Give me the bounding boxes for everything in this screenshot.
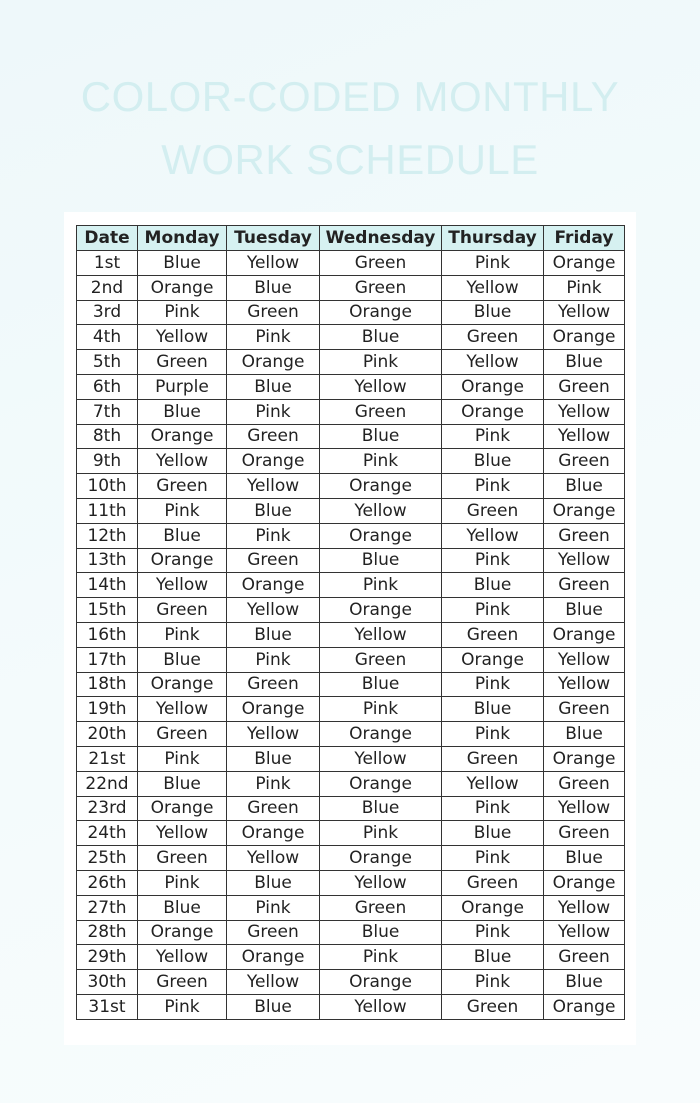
color-cell: Blue	[442, 300, 544, 325]
date-cell: 28th	[77, 920, 138, 945]
table-row	[77, 771, 625, 796]
table-row	[77, 697, 625, 722]
color-cell: Yellow	[442, 350, 544, 375]
color-cell: Pink	[227, 523, 320, 548]
date-cell: 5th	[77, 350, 138, 375]
color-cell: Green	[544, 573, 625, 598]
table-row	[77, 573, 625, 598]
color-cell: Orange	[138, 672, 227, 697]
date-cell: 23rd	[77, 796, 138, 821]
table-row	[77, 846, 625, 871]
color-cell: Pink	[442, 424, 544, 449]
table-row	[77, 920, 625, 945]
date-cell: 25th	[77, 846, 138, 871]
color-cell: Green	[544, 697, 625, 722]
date-cell: 30th	[77, 970, 138, 995]
color-cell: Orange	[227, 573, 320, 598]
table-row	[77, 523, 625, 548]
color-cell: Yellow	[138, 449, 227, 474]
color-cell: Yellow	[227, 846, 320, 871]
date-cell: 12th	[77, 523, 138, 548]
color-cell: Pink	[320, 821, 442, 846]
table-row	[77, 870, 625, 895]
color-cell: Blue	[227, 275, 320, 300]
color-cell: Blue	[320, 672, 442, 697]
color-cell: Orange	[227, 821, 320, 846]
color-cell: Yellow	[544, 424, 625, 449]
color-cell: Orange	[442, 647, 544, 672]
date-cell: 19th	[77, 697, 138, 722]
date-cell: 1st	[77, 251, 138, 276]
color-cell: Green	[544, 523, 625, 548]
color-cell: Yellow	[442, 771, 544, 796]
date-cell: 7th	[77, 399, 138, 424]
color-cell: Yellow	[227, 722, 320, 747]
color-cell: Blue	[442, 449, 544, 474]
column-header-monday: Monday	[138, 226, 227, 251]
color-cell: Pink	[320, 449, 442, 474]
color-cell: Blue	[320, 920, 442, 945]
column-header-date: Date	[77, 226, 138, 251]
color-cell: Pink	[138, 300, 227, 325]
color-cell: Orange	[320, 598, 442, 623]
color-cell: Pink	[442, 846, 544, 871]
color-cell: Yellow	[138, 821, 227, 846]
color-cell: Blue	[320, 548, 442, 573]
date-cell: 21st	[77, 746, 138, 771]
color-cell: Pink	[138, 870, 227, 895]
color-cell: Pink	[442, 920, 544, 945]
date-cell: 27th	[77, 895, 138, 920]
color-cell: Green	[544, 374, 625, 399]
table-row	[77, 647, 625, 672]
table-row	[77, 672, 625, 697]
date-cell: 8th	[77, 424, 138, 449]
color-cell: Orange	[544, 870, 625, 895]
color-cell: Pink	[442, 598, 544, 623]
color-cell: Pink	[442, 970, 544, 995]
color-cell: Pink	[138, 622, 227, 647]
color-cell: Yellow	[138, 573, 227, 598]
color-cell: Orange	[442, 399, 544, 424]
column-header-friday: Friday	[544, 226, 625, 251]
color-cell: Orange	[227, 449, 320, 474]
color-cell: Blue	[138, 771, 227, 796]
date-cell: 20th	[77, 722, 138, 747]
color-cell: Pink	[442, 474, 544, 499]
table-row	[77, 251, 625, 276]
table-row	[77, 796, 625, 821]
color-cell: Blue	[227, 374, 320, 399]
color-cell: Yellow	[320, 498, 442, 523]
color-cell: Green	[138, 350, 227, 375]
color-cell: Yellow	[227, 598, 320, 623]
date-cell: 14th	[77, 573, 138, 598]
color-cell: Blue	[442, 573, 544, 598]
table-row	[77, 994, 625, 1019]
table-row	[77, 399, 625, 424]
color-cell: Orange	[138, 275, 227, 300]
color-cell: Yellow	[544, 548, 625, 573]
date-cell: 6th	[77, 374, 138, 399]
color-cell: Orange	[320, 300, 442, 325]
color-cell: Blue	[544, 598, 625, 623]
date-cell: 22nd	[77, 771, 138, 796]
color-cell: Green	[138, 474, 227, 499]
color-cell: Blue	[227, 994, 320, 1019]
color-cell: Yellow	[227, 474, 320, 499]
table-row	[77, 449, 625, 474]
page-title-line-2: WORK SCHEDULE	[161, 136, 539, 183]
color-cell: Pink	[227, 771, 320, 796]
color-cell: Blue	[544, 970, 625, 995]
color-cell: Blue	[320, 424, 442, 449]
table-row	[77, 498, 625, 523]
color-cell: Pink	[320, 350, 442, 375]
color-cell: Yellow	[320, 374, 442, 399]
table-row	[77, 598, 625, 623]
color-cell: Yellow	[544, 399, 625, 424]
color-cell: Pink	[138, 498, 227, 523]
color-cell: Yellow	[320, 746, 442, 771]
color-cell: Pink	[320, 945, 442, 970]
color-cell: Green	[442, 325, 544, 350]
color-cell: Yellow	[138, 325, 227, 350]
color-cell: Pink	[442, 796, 544, 821]
color-cell: Orange	[138, 920, 227, 945]
color-cell: Orange	[544, 622, 625, 647]
color-cell: Orange	[320, 722, 442, 747]
color-cell: Blue	[442, 697, 544, 722]
color-cell: Orange	[227, 350, 320, 375]
table-row	[77, 970, 625, 995]
color-cell: Orange	[544, 251, 625, 276]
color-cell: Yellow	[442, 275, 544, 300]
date-cell: 29th	[77, 945, 138, 970]
color-cell: Yellow	[544, 672, 625, 697]
color-cell: Blue	[138, 647, 227, 672]
color-cell: Green	[138, 722, 227, 747]
color-cell: Pink	[138, 746, 227, 771]
date-cell: 2nd	[77, 275, 138, 300]
table-row	[77, 622, 625, 647]
table-row	[77, 374, 625, 399]
table-row	[77, 746, 625, 771]
column-header-thursday: Thursday	[442, 226, 544, 251]
color-cell: Orange	[227, 697, 320, 722]
color-cell: Orange	[138, 424, 227, 449]
color-cell: Yellow	[544, 647, 625, 672]
color-cell: Blue	[544, 846, 625, 871]
color-cell: Green	[227, 424, 320, 449]
color-cell: Blue	[442, 945, 544, 970]
date-cell: 31st	[77, 994, 138, 1019]
date-cell: 16th	[77, 622, 138, 647]
color-cell: Green	[320, 399, 442, 424]
date-cell: 17th	[77, 647, 138, 672]
color-cell: Orange	[138, 796, 227, 821]
color-cell: Yellow	[544, 300, 625, 325]
date-cell: 26th	[77, 870, 138, 895]
color-cell: Orange	[320, 474, 442, 499]
color-cell: Green	[138, 598, 227, 623]
date-cell: 11th	[77, 498, 138, 523]
date-cell: 13th	[77, 548, 138, 573]
table-row	[77, 945, 625, 970]
color-cell: Green	[320, 895, 442, 920]
color-cell: Orange	[442, 374, 544, 399]
color-cell: Pink	[544, 275, 625, 300]
color-cell: Orange	[227, 945, 320, 970]
color-cell: Blue	[320, 325, 442, 350]
color-cell: Pink	[138, 994, 227, 1019]
color-cell: Blue	[227, 498, 320, 523]
color-cell: Pink	[442, 548, 544, 573]
color-cell: Green	[227, 672, 320, 697]
header-row	[77, 226, 625, 251]
color-cell: Green	[227, 300, 320, 325]
color-cell: Pink	[320, 573, 442, 598]
color-cell: Blue	[544, 350, 625, 375]
color-cell: Yellow	[544, 895, 625, 920]
color-cell: Green	[544, 449, 625, 474]
color-cell: Pink	[442, 251, 544, 276]
color-cell: Purple	[138, 374, 227, 399]
color-cell: Blue	[138, 895, 227, 920]
color-cell: Blue	[138, 399, 227, 424]
color-cell: Pink	[227, 399, 320, 424]
color-cell: Blue	[544, 722, 625, 747]
color-cell: Yellow	[544, 920, 625, 945]
date-cell: 10th	[77, 474, 138, 499]
color-cell: Pink	[442, 722, 544, 747]
color-cell: Pink	[320, 697, 442, 722]
color-cell: Yellow	[320, 994, 442, 1019]
color-cell: Orange	[320, 846, 442, 871]
color-cell: Blue	[544, 474, 625, 499]
color-cell: Blue	[442, 821, 544, 846]
color-cell: Blue	[227, 746, 320, 771]
table-row	[77, 722, 625, 747]
color-cell: Yellow	[320, 870, 442, 895]
color-cell: Green	[544, 945, 625, 970]
color-cell: Green	[544, 821, 625, 846]
table-row	[77, 300, 625, 325]
color-cell: Green	[442, 622, 544, 647]
color-cell: Orange	[320, 970, 442, 995]
color-cell: Orange	[320, 771, 442, 796]
color-cell: Orange	[544, 498, 625, 523]
color-cell: Green	[227, 548, 320, 573]
color-cell: Green	[138, 970, 227, 995]
color-cell: Orange	[320, 523, 442, 548]
color-cell: Green	[442, 746, 544, 771]
table-row	[77, 275, 625, 300]
schedule-table	[76, 225, 625, 1020]
date-cell: 4th	[77, 325, 138, 350]
color-cell: Green	[320, 275, 442, 300]
color-cell: Yellow	[320, 622, 442, 647]
table-row	[77, 350, 625, 375]
color-cell: Pink	[227, 647, 320, 672]
table-row	[77, 424, 625, 449]
color-cell: Blue	[320, 796, 442, 821]
color-cell: Green	[442, 870, 544, 895]
date-cell: 24th	[77, 821, 138, 846]
color-cell: Orange	[544, 746, 625, 771]
date-cell: 15th	[77, 598, 138, 623]
color-cell: Pink	[227, 895, 320, 920]
color-cell: Green	[442, 994, 544, 1019]
color-cell: Pink	[442, 672, 544, 697]
color-cell: Yellow	[138, 697, 227, 722]
page-title-line-1: COLOR-CODED MONTHLY	[80, 73, 620, 120]
color-cell: Pink	[227, 325, 320, 350]
color-cell: Green	[320, 647, 442, 672]
color-cell: Green	[442, 498, 544, 523]
color-cell: Orange	[544, 994, 625, 1019]
date-cell: 18th	[77, 672, 138, 697]
column-header-tuesday: Tuesday	[227, 226, 320, 251]
color-cell: Orange	[442, 895, 544, 920]
color-cell: Green	[227, 920, 320, 945]
table-row	[77, 548, 625, 573]
color-cell: Green	[227, 796, 320, 821]
date-cell: 3rd	[77, 300, 138, 325]
color-cell: Orange	[138, 548, 227, 573]
color-cell: Yellow	[442, 523, 544, 548]
color-cell: Yellow	[544, 796, 625, 821]
color-cell: Blue	[227, 870, 320, 895]
color-cell: Blue	[138, 251, 227, 276]
color-cell: Yellow	[227, 970, 320, 995]
date-cell: 9th	[77, 449, 138, 474]
table-row	[77, 895, 625, 920]
color-cell: Orange	[544, 325, 625, 350]
color-cell: Blue	[227, 622, 320, 647]
color-cell: Green	[544, 771, 625, 796]
color-cell: Yellow	[227, 251, 320, 276]
color-cell: Green	[320, 251, 442, 276]
table-row	[77, 821, 625, 846]
column-header-wednesday: Wednesday	[320, 226, 442, 251]
color-cell: Blue	[138, 523, 227, 548]
table-row	[77, 325, 625, 350]
color-cell: Green	[138, 846, 227, 871]
color-cell: Yellow	[138, 945, 227, 970]
table-row	[77, 474, 625, 499]
